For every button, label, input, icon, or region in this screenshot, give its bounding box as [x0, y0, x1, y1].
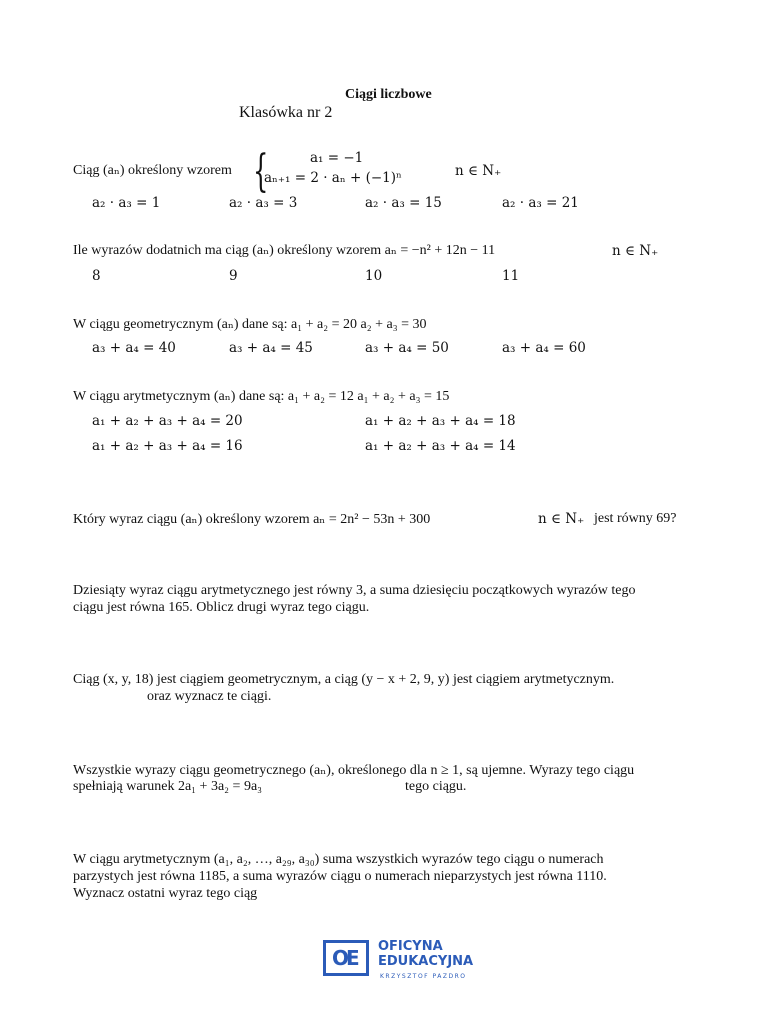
q2-domain: n ∈ N₊	[612, 243, 659, 259]
q5-domain: n ∈ N₊	[538, 511, 585, 527]
q4-option-d: a₁ + a₂ + a₃ + a₄ = 14	[365, 438, 516, 454]
q7-line1: Ciąg (x, y, 18) jest ciągiem geometrycznym, a ciąg (y − x + 2, 9, y) jest ciągiem arytmetycznym.	[73, 672, 615, 687]
q3-option-a: a₃ + a₄ = 40	[92, 340, 176, 356]
q5-tail: jest równy 69?	[594, 511, 677, 526]
q1-option-d: a₂ · a₃ = 21	[502, 195, 579, 211]
q1-intro: Ciąg (aₙ) określony wzorem	[73, 163, 232, 178]
q3-option-b: a₃ + a₄ = 45	[229, 340, 313, 356]
q2-option-b: 9	[229, 268, 238, 284]
page-title: Ciągi liczbowe	[345, 87, 432, 102]
q8-line2b: tego ciągu.	[405, 779, 467, 794]
q9-line3: Wyznacz ostatni wyraz tego ciąg	[73, 886, 258, 901]
q8-line1: Wszystkie wyrazy ciągu geometrycznego (aₙ), określonego dla n ≥ 1, są ujemne. Wyrazy tego ciągu	[73, 763, 635, 778]
q1-domain: n ∈ N₊	[455, 163, 502, 179]
q7-line2: oraz wyznacz te ciągi.	[147, 689, 272, 704]
q2-option-a: 8	[92, 268, 101, 284]
publisher-logo-icon	[323, 940, 369, 976]
logo-line2: EDUKACYJNA	[378, 954, 474, 969]
q1-option-a: a₂ · a₃ = 1	[92, 195, 161, 211]
q4-option-b: a₁ + a₂ + a₃ + a₄ = 18	[365, 413, 516, 429]
q9-text	[73, 851, 713, 902]
q9-line2: parzystych jest równa 1185, a suma wyrazów ciągu o numerach nieparzystych jest równa 1110.	[73, 869, 607, 884]
q3-text: W ciągu geometrycznym (aₙ) dane są: a₁ + a₂ = 20 a₂ + a₃ = 30	[73, 317, 427, 332]
page-subtitle: Klasówka nr 2	[239, 104, 333, 121]
q1-brace: {	[253, 146, 269, 197]
q2-option-d: 11	[502, 268, 520, 284]
q2-text: Ile wyrazów dodatnich ma ciąg (aₙ) określony wzorem aₙ = −n² + 12n − 11	[73, 243, 496, 258]
q1-option-b: a₂ · a₃ = 3	[229, 195, 298, 211]
q4-text: W ciągu arytmetycznym (aₙ) dane są: a₁ + a₂ = 12 a₁ + a₂ + a₃ = 15	[73, 389, 450, 404]
q4-option-a: a₁ + a₂ + a₃ + a₄ = 20	[92, 413, 243, 429]
q1-eq1: a₁ = −1	[310, 150, 364, 166]
q8-line2a: spełniają warunek 2a₁ + 3a₂ = 9a₃	[73, 779, 263, 794]
q1-eq2: aₙ₊₁ = 2 · aₙ + (−1)ⁿ	[264, 170, 402, 186]
q6-text	[73, 582, 713, 616]
logo-mark: OE	[332, 946, 357, 970]
q6-line2: ciągu jest równa 165. Oblicz drugi wyraz tego ciągu.	[73, 600, 370, 615]
q4-option-c: a₁ + a₂ + a₃ + a₄ = 16	[92, 438, 243, 454]
q5-text: Który wyraz ciągu (aₙ) określony wzorem aₙ = 2n² − 53n + 300	[73, 512, 431, 527]
logo-line1: OFICYNA	[378, 939, 443, 954]
q3-option-c: a₃ + a₄ = 50	[365, 340, 449, 356]
logo-line3: KRZYSZTOF PAZDRO	[380, 973, 467, 980]
q1-option-c: a₂ · a₃ = 15	[365, 195, 442, 211]
q9-line1: W ciągu arytmetycznym (a₁, a₂, …, a₂₉, a₃₀) suma wszystkich wyrazów tego ciągu o numerach	[73, 852, 604, 867]
q3-option-d: a₃ + a₄ = 60	[502, 340, 586, 356]
q6-line1: Dziesiąty wyraz ciągu arytmetycznego jest równy 3, a suma dziesięciu początkowych wyrazów tego	[73, 583, 636, 598]
q2-option-c: 10	[365, 268, 383, 284]
